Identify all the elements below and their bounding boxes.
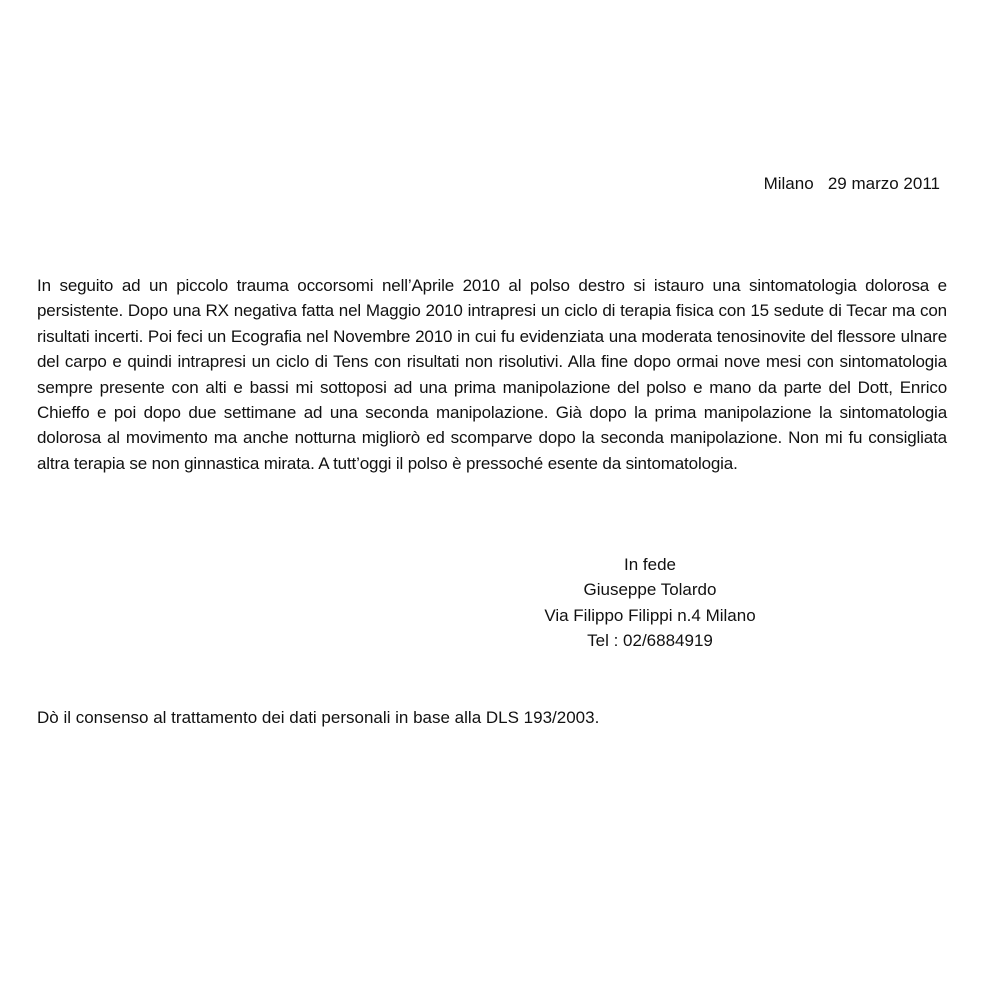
signature-closing: In fede [624,555,676,574]
place-and-date: Milano 29 marzo 2011 [763,174,940,193]
signature-block [520,552,780,654]
privacy-consent: Dò il consenso al trattamento dei dati personali in base alla DLS 193/2003. [37,708,600,727]
signature-name: Giuseppe Tolardo [583,580,717,600]
letter-body: In seguito ad un piccolo trauma occorsomi nell’Aprile 2010 al polso destro si istauro una sintomatologia dolorosa e persistente. Dopo una RX negativa fatta nel Maggio 2010 intrapresi un ciclo di terapia fisica con 15 sedute di Tecar ma con risultati incerti. Poi feci un Ecografia nel Novembre 2010 in cui fu evidenziata una moderata tenosinovite del flessore ulnare del carpo e quindi intrapresi un ciclo di Tens con risultati non risolutivi. Alla fine dopo ormai nove mesi con sintomatologia sempre presente con alti e bassi mi sottoposi ad una prima manipolazione del polso e mano da parte del Dott, Enrico Chieffo e poi dopo due settimane ad una seconda manipolazione. Già dopo la prima manipolazione la sintomatologia dolorosa al movimento ma anche notturna migliorò ed scomparve dopo la seconda manipolazione. Non mi fu consigliata altra terapia se non ginnastica mirata. A tutt’oggi il polso è pressoché esente da sintomatologia. [37,276,947,473]
signature-phone: Tel : 02/6884919 [587,631,713,651]
signature-address: Via Filippo Filippi n.4 Milano [544,605,756,625]
